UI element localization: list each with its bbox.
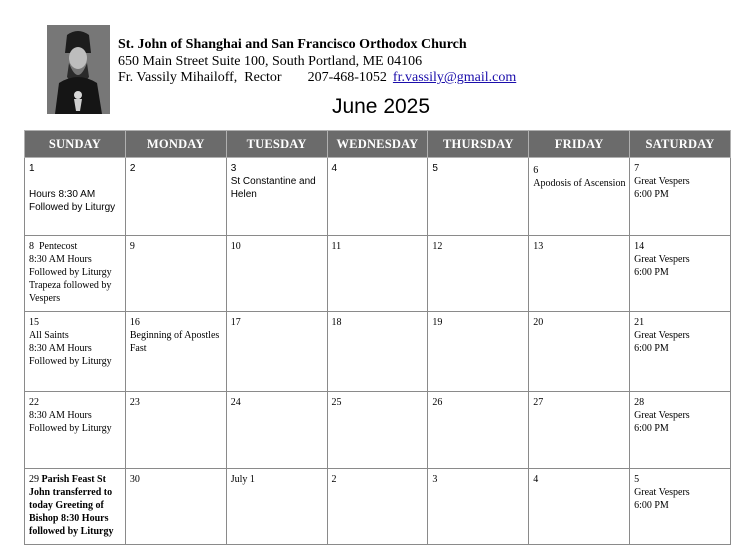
day-cell bbox=[25, 236, 126, 312]
church-address: 650 Main Street Suite 100, South Portland, ME 04106 bbox=[118, 53, 423, 69]
day-cell bbox=[226, 158, 327, 236]
day-cell bbox=[428, 236, 529, 312]
event-text: 6:00 PM bbox=[634, 267, 669, 278]
day-cell bbox=[630, 392, 731, 469]
event-text: Pentecost bbox=[39, 241, 78, 252]
day-number: 17 bbox=[230, 317, 241, 328]
rector-name: Fr. Vassily Mihailoff, Rector bbox=[118, 70, 282, 85]
event-text: Apodosis of Ascension bbox=[533, 178, 626, 189]
day-number: 28 bbox=[634, 397, 645, 408]
rector-line bbox=[118, 70, 516, 87]
event-text: 6:00 PM bbox=[634, 500, 669, 511]
day-cell bbox=[428, 312, 529, 392]
event-text: 6:00 PM bbox=[634, 423, 669, 434]
event-text: Followed by Liturgy bbox=[29, 202, 116, 213]
event-text: Followed by Liturgy bbox=[29, 356, 112, 367]
day-number: July 1 bbox=[230, 474, 255, 485]
day-number: 2 bbox=[129, 163, 136, 174]
day-cell bbox=[226, 392, 327, 469]
day-number: 11 bbox=[331, 241, 342, 252]
weekday-header: THURSDAY bbox=[428, 131, 529, 158]
event-text: Trapeza followed by Vespers bbox=[29, 280, 112, 304]
day-number: 14 bbox=[634, 241, 645, 252]
weekday-header: SUNDAY bbox=[25, 131, 126, 158]
day-cell bbox=[327, 236, 428, 312]
church-header bbox=[118, 37, 516, 87]
day-cell bbox=[428, 469, 529, 545]
day-cell bbox=[529, 392, 630, 469]
day-number: 4 bbox=[533, 474, 539, 485]
event-text: Great Vespers bbox=[634, 487, 690, 498]
day-with-event bbox=[29, 240, 121, 253]
day-number: 5 bbox=[432, 163, 438, 174]
calendar-week-row bbox=[25, 469, 731, 545]
day-number: 15 bbox=[29, 317, 39, 328]
weekday-header: SATURDAY bbox=[630, 131, 731, 158]
day-number: 29 bbox=[29, 474, 39, 485]
day-cell bbox=[125, 312, 226, 392]
event-text: Parish Feast St John transferred to today Greeting of Bishop 8:30 Hours followed by Liturgy bbox=[29, 474, 114, 537]
day-number: 27 bbox=[533, 397, 544, 408]
day-number: 10 bbox=[230, 241, 241, 252]
calendar-week-row bbox=[25, 392, 731, 469]
day-number: 4 bbox=[331, 163, 338, 174]
day-cell bbox=[25, 312, 126, 392]
month-title: June 2025 bbox=[331, 95, 431, 118]
day-cell bbox=[327, 392, 428, 469]
weekday-header: MONDAY bbox=[125, 131, 226, 158]
event-text: Great Vespers bbox=[634, 254, 690, 265]
day-cell bbox=[630, 236, 731, 312]
event-text: 8:30 AM Hours bbox=[29, 254, 92, 265]
day-with-event bbox=[29, 473, 121, 538]
event-text: Great Vespers bbox=[634, 410, 690, 421]
calendar-week-row bbox=[25, 236, 731, 312]
day-number: 12 bbox=[432, 241, 443, 252]
day-cell bbox=[428, 158, 529, 236]
event-text: Great Vespers bbox=[634, 176, 690, 187]
church-name: St. John of Shanghai and San Francisco Orthodox Church bbox=[118, 37, 467, 52]
day-number: 23 bbox=[129, 397, 140, 408]
day-cell bbox=[630, 158, 731, 236]
day-number: 7 bbox=[634, 163, 640, 174]
event-text: Followed by Liturgy bbox=[29, 267, 112, 278]
day-number: 22 bbox=[29, 397, 39, 408]
event-text: 8:30 AM Hours bbox=[29, 410, 92, 421]
event-text: Followed by Liturgy bbox=[29, 423, 112, 434]
day-number: 25 bbox=[331, 397, 342, 408]
day-cell bbox=[529, 469, 630, 545]
calendar-grid bbox=[24, 130, 731, 545]
weekday-header: WEDNESDAY bbox=[327, 131, 428, 158]
weekday-header: TUESDAY bbox=[226, 131, 327, 158]
day-cell bbox=[25, 392, 126, 469]
weekday-header-row bbox=[25, 131, 731, 158]
day-cell bbox=[529, 312, 630, 392]
event-text: 6:00 PM bbox=[634, 343, 669, 354]
day-number: 5 bbox=[634, 474, 640, 485]
day-cell bbox=[226, 312, 327, 392]
day-number: 2 bbox=[331, 474, 337, 485]
day-cell bbox=[125, 392, 226, 469]
day-number: 8 bbox=[29, 241, 34, 252]
day-number: 19 bbox=[432, 317, 443, 328]
day-cell bbox=[327, 158, 428, 236]
calendar-week-row bbox=[25, 158, 731, 236]
day-number: 30 bbox=[129, 474, 140, 485]
day-number: 6 bbox=[533, 165, 539, 176]
day-cell bbox=[125, 158, 226, 236]
day-cell bbox=[630, 469, 731, 545]
weekday-header: FRIDAY bbox=[529, 131, 630, 158]
day-number: 18 bbox=[331, 317, 342, 328]
event-text: All Saints bbox=[29, 330, 69, 341]
day-cell bbox=[226, 469, 327, 545]
phone-number: 207-468-1052 bbox=[307, 70, 387, 85]
event-text: Beginning of Apostles Fast bbox=[129, 330, 220, 354]
day-cell bbox=[327, 312, 428, 392]
day-cell bbox=[125, 469, 226, 545]
day-cell bbox=[327, 469, 428, 545]
event-text: 8:30 AM Hours bbox=[29, 343, 92, 354]
day-number: 3 bbox=[230, 163, 237, 174]
day-cell bbox=[529, 158, 630, 236]
day-cell bbox=[630, 312, 731, 392]
day-number: 16 bbox=[129, 317, 140, 328]
event-text: Hours 8:30 AM bbox=[29, 189, 96, 200]
day-number: 3 bbox=[432, 474, 438, 485]
day-number: 13 bbox=[533, 241, 544, 252]
day-number: 21 bbox=[634, 317, 645, 328]
day-cell bbox=[25, 469, 126, 545]
day-number: 20 bbox=[533, 317, 544, 328]
day-cell bbox=[428, 392, 529, 469]
day-number: 26 bbox=[432, 397, 443, 408]
day-cell bbox=[529, 236, 630, 312]
day-number: 24 bbox=[230, 397, 241, 408]
event-text: Great Vespers bbox=[634, 330, 690, 341]
calendar-week-row bbox=[25, 312, 731, 392]
day-number: 1 bbox=[29, 163, 35, 174]
day-cell bbox=[226, 236, 327, 312]
day-cell bbox=[125, 236, 226, 312]
email-link[interactable]: fr.vassily@gmail.com bbox=[392, 70, 517, 85]
day-cell bbox=[25, 158, 126, 236]
day-number: 9 bbox=[129, 241, 135, 252]
event-text: St Constantine and Helen bbox=[230, 176, 316, 200]
event-text: 6:00 PM bbox=[634, 189, 669, 200]
